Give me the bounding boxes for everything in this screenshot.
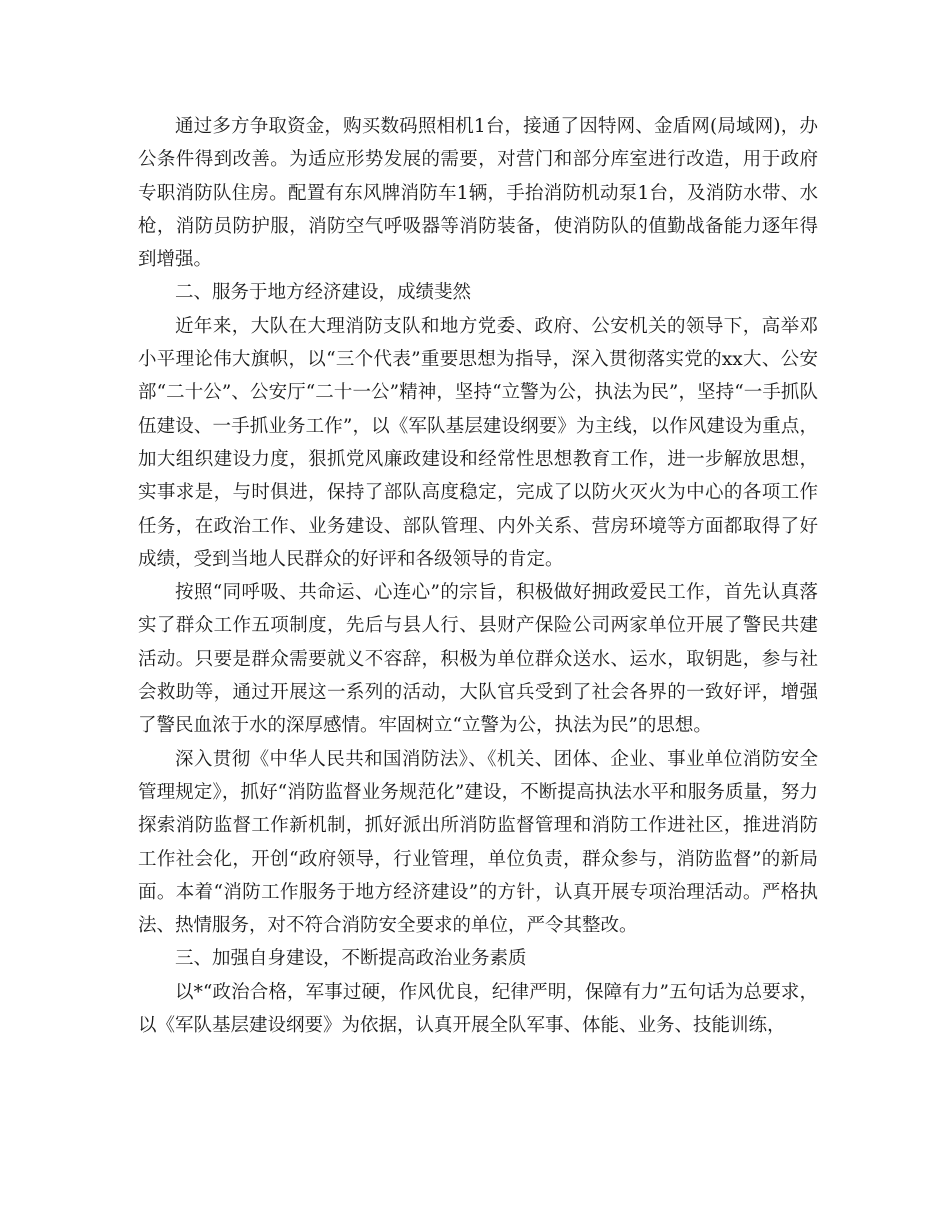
section-heading-3: 三、加强自身建设，不断提高政治业务素质 [175,948,527,970]
paragraph-self-building: 以*“政治合格，军事过硬，作风优良，纪律严明，保障有力”五句话为总要求，以《军队基层建设纲要》为依据，认真开展全队军事、体能、业务、技能训练， [138,981,818,1037]
section-heading-2: 二、服务于地方经济建设，成绩斐然 [175,282,472,304]
paragraph-fire-supervision: 深入贯彻《中华人民共和国消防法》、《机关、团体、企业、事业单位消防安全管理规定》，抓好“消防监督业务规范化”建设，不断提高执法水平和服务质量，努力探索消防监督工作新机制，抓好派出所消防监督管理和消防工作进社区，推进消防工作社会化，开创“政府领导，行业管理，单位负责，群众参与，消防监督”的新局面。本着“消防工作服务于地方经济建设”的方针，认真开展专项治理活动。严格执法、热情服务，对不符合消防安全要求的单位，严令其整改。 [138,748,818,937]
paragraph-equipment: 通过多方争取资金，购买数码照相机1台，接通了因特网、金盾网(局域网)，办公条件得到改善。为适应形势发展的需要，对营门和部分库室进行改造，用于政府专职消防队住房。配置有东风牌消防车1辆，手抬消防机动泵1台，及消防水带、水枪，消防员防护服，消防空气呼吸器等消防装备，使消防队的值勤战备能力逐年得到增强。 [138,116,818,271]
document-body [138,110,818,1042]
paragraph-achievements: 近年来，大队在大理消防支队和地方党委、政府、公安机关的领导下，高举邓小平理论伟大旗帜，以“三个代表”重要思想为指导，深入贯彻落实党的xx大、公安部“二十公”、公安厅“二十一公”精神，坚持“立警为公，执法为民”，坚持“一手抓队伍建设、一手抓业务工作”，以《军队基层建设纲要》为主线，以作风建设为重点，加大组织建设力度，狠抓党风廉政建设和经常性思想教育工作，进一步解放思想，实事求是，与时俱进，保持了部队高度稳定，完成了以防火灭火为中心的各项工作任务，在政治工作、业务建设、部队管理、内外关系、营房环境等方面都取得了好成绩，受到当地人民群众的好评和各级领导的肯定。 [138,315,818,570]
paragraph-community-work: 按照“同呼吸、共命运、心连心”的宗旨，积极做好拥政爱民工作，首先认真落实了群众工作五项制度，先后与县人行、县财产保险公司两家单位开展了警民共建活动。只要是群众需要就义不容辞，积极为单位群众送水、运水，取钥匙，参与社会救助等，通过开展这一系列的活动，大队官兵受到了社会各界的一致好评，增强了警民血浓于水的深厚感情。牢固树立“立警为公，执法为民”的思想。 [138,582,818,737]
